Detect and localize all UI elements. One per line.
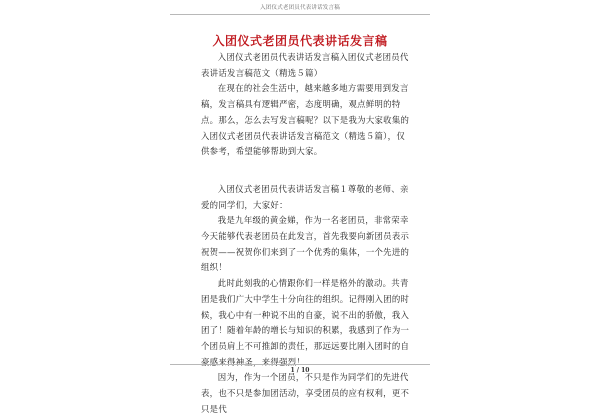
speech-heading-paragraph: 入团仪式老团员代表讲话发言稿１尊敬的老师、亲爱的同学们，大家好： xyxy=(201,183,409,210)
document-body xyxy=(201,50,413,417)
body-paragraph: 此时此刻我的心情跟你们一样是格外的激动。共青团是我们广大中学生十分向往的组织。记得刚入团的时候，我心中有一种说不出的自豪，说不出的骄傲，我入团了！随着年龄的增长与知识的积累，我感到了作为一个团员肩上不可推卸的责任，那远远要比刚入团时的自豪感来得神圣，来得强烈！ xyxy=(201,278,410,367)
body-paragraph: 我是九年级的黄金娣，作为一名老团员，非常荣幸今天能够代表老团员在此发言，首先我要向新团员表示祝贺——祝贺你们来到了一个优秀的集体，一个先进的组织！ xyxy=(201,215,410,273)
intro-paragraph: 入团仪式老团员代表讲话发言稿入团仪式老团员代表讲话发言稿范文（精选５篇） xyxy=(201,52,409,78)
body-paragraph: 因为，作为一个团员，不只是作为同学们的先进代表，也不只是参加团活动，享受团员的应有权利，更不只是代 xyxy=(201,372,410,414)
page-number: 1 / 10 xyxy=(290,367,310,374)
footer-divider xyxy=(170,364,430,365)
document-title: 入团仪式老团员代表讲话发言稿 xyxy=(212,34,388,48)
paragraph-gap xyxy=(201,160,413,182)
running-header: 入团仪式老团员代表讲话发言稿 xyxy=(260,5,340,11)
header-divider xyxy=(170,14,430,15)
body-paragraph: 在现在的社会生活中，越来越多地方需要用到发言稿，发言稿具有逻辑严密，态度明确，观点鲜明的特点。那么，怎么去写发言稿呢？以下是我为大家收集的入团仪式老团员代表讲话发言稿范文（精选５篇），仅供参考，希望能够帮助到大家。 xyxy=(201,83,410,157)
